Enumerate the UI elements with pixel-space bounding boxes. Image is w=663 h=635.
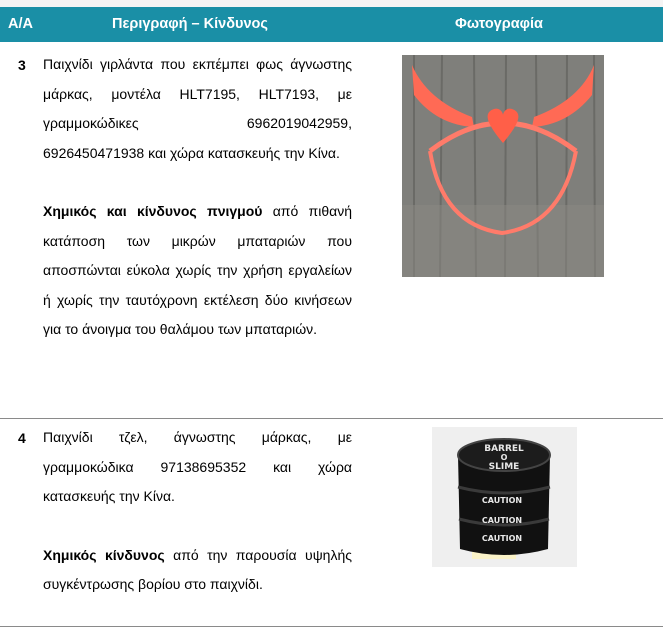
slime-barrel-toy-photo <box>432 427 577 567</box>
barrel-label: CAUTION <box>481 516 523 525</box>
row-number: 4 <box>18 430 26 446</box>
row-separator <box>0 626 663 627</box>
header-photo: Φωτογραφία <box>455 16 543 32</box>
barrel-label: O <box>500 453 508 462</box>
risk-text: από την παρουσία υψηλής συγκέντρωσης βορίου στο παιχνίδι. <box>43 546 352 592</box>
risk-description <box>43 197 352 345</box>
header-number: Α/Α <box>8 16 33 32</box>
row-description <box>43 423 352 600</box>
table-header <box>0 7 663 42</box>
row-number: 3 <box>18 57 26 73</box>
risk-text: από πιθανή κατάποση των μικρών μπαταριών που αποσπώνται εύκολα χωρίς την χρήση εργαλείων ή χωρίς την ταυτόχρονη εκτέλεση δύο κινήσεων για το άνοιγμα του θαλάμου των μπαταριών. <box>43 203 352 337</box>
risk-bold: Χημικός κίνδυνος <box>43 546 165 563</box>
risk-description <box>43 541 352 600</box>
barrel-label: CAUTION <box>481 496 523 505</box>
product-description: Παιχνίδι τζελ, άγνωστης μάρκας, με γραμμοκώδικα 97138695352 και χώρα κατασκευής την Κίνα. <box>43 429 352 504</box>
header-description: Περιγραφή – Κίνδυνος <box>112 16 268 32</box>
barrel-photo-drawing <box>432 427 577 567</box>
barrel-label: SLIME <box>488 462 520 472</box>
product-description: Παιχνίδι γιρλάντα που εκπέμπει φως άγνωστης μάρκας, μοντέλα HLT7195, HLT7193, με γραμμοκώδικες 6962019042959, 6926450471938 και χώρα κατασκευής την Κίνα. <box>43 56 352 161</box>
barrel-label: BARREL <box>484 444 524 454</box>
top-border <box>0 0 663 7</box>
risk-bold: Χημικός και κίνδυνος πνιγμού <box>43 203 263 219</box>
barrel-label: CAUTION <box>481 534 523 543</box>
row-separator <box>0 418 663 419</box>
row-description <box>43 50 352 345</box>
light-up-heart-headband-photo <box>402 55 604 277</box>
headband-photo-drawing <box>402 55 604 277</box>
